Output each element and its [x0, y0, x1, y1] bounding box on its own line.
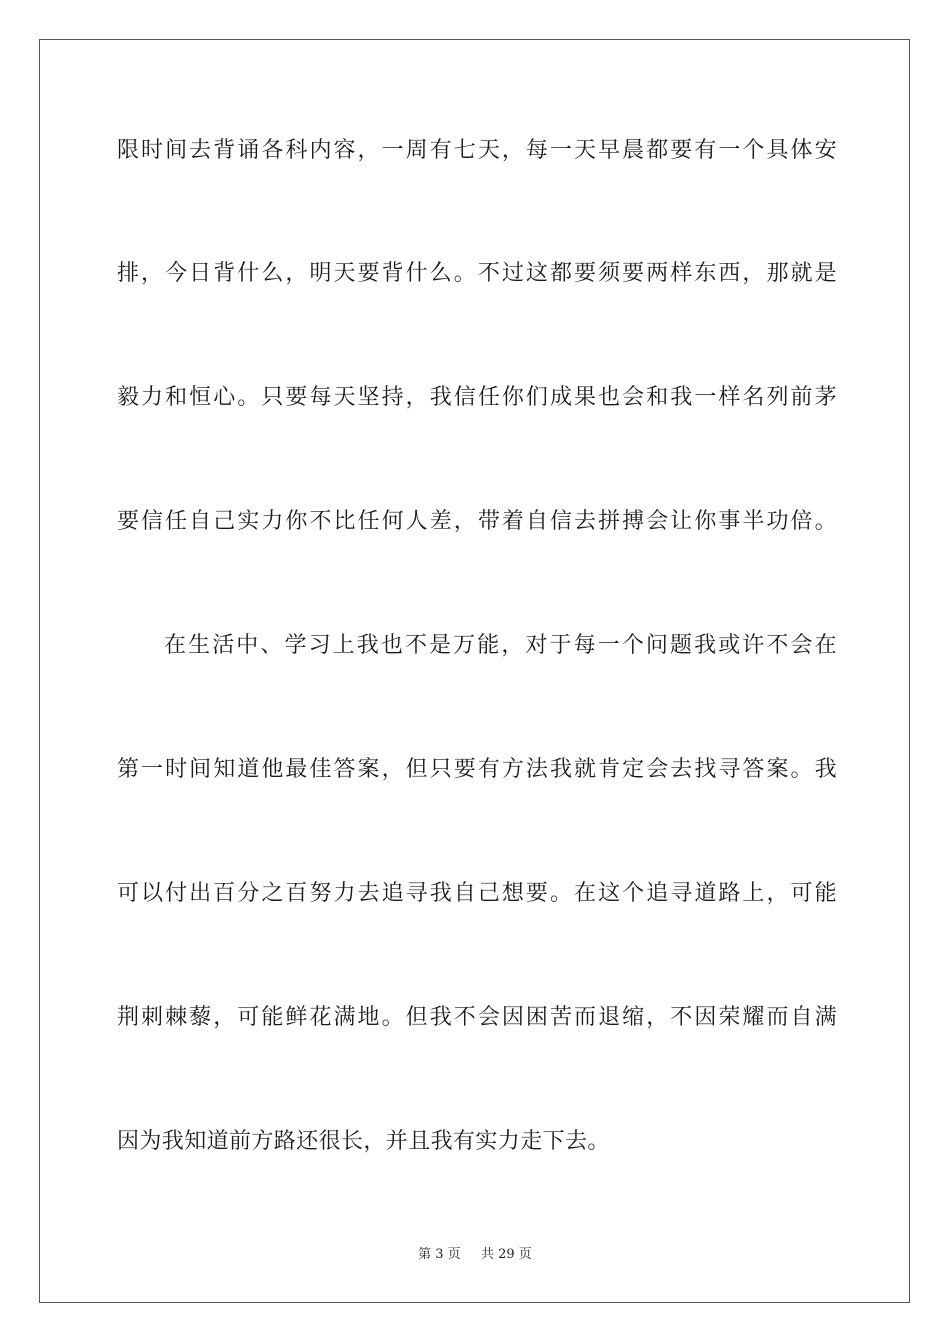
page-footer [0, 1246, 950, 1264]
paragraph-line: 可以付出百分之百努力去追寻我自己想要。在这个追寻道路上，可能 [117, 881, 837, 906]
page-border [39, 39, 910, 1303]
paragraph-line-last: 因为我知道前方路还很长，并且我有实力走下去。 [117, 1129, 610, 1154]
page-total: 共 29 页 [481, 1247, 532, 1262]
paragraph-line: 第一时间知道他最佳答案，但只要有方法我就肯定会去找寻答案。我 [117, 757, 837, 782]
paragraph-line-indented: 在生活中、学习上我也不是万能，对于每一个问题我或许不会在 [164, 633, 837, 658]
paragraph-line: 要信任自己实力你不比任何人差，带着自信去拼搏会让你事半功倍。 [117, 509, 837, 534]
paragraph-line: 排，今日背什么，明天要背什么。不过这都要须要两样东西，那就是 [117, 261, 837, 286]
paragraph-line: 限时间去背诵各科内容，一周有七天，每一天早晨都要有一个具体安 [117, 138, 837, 163]
page-number: 第 3 页 [418, 1247, 461, 1262]
paragraph-line: 荆刺棘藜，可能鲜花满地。但我不会因困苦而退缩，不因荣耀而自满 [117, 1005, 837, 1030]
paragraph-line: 毅力和恒心。只要每天坚持，我信任你们成果也会和我一样名列前茅 [117, 385, 837, 410]
